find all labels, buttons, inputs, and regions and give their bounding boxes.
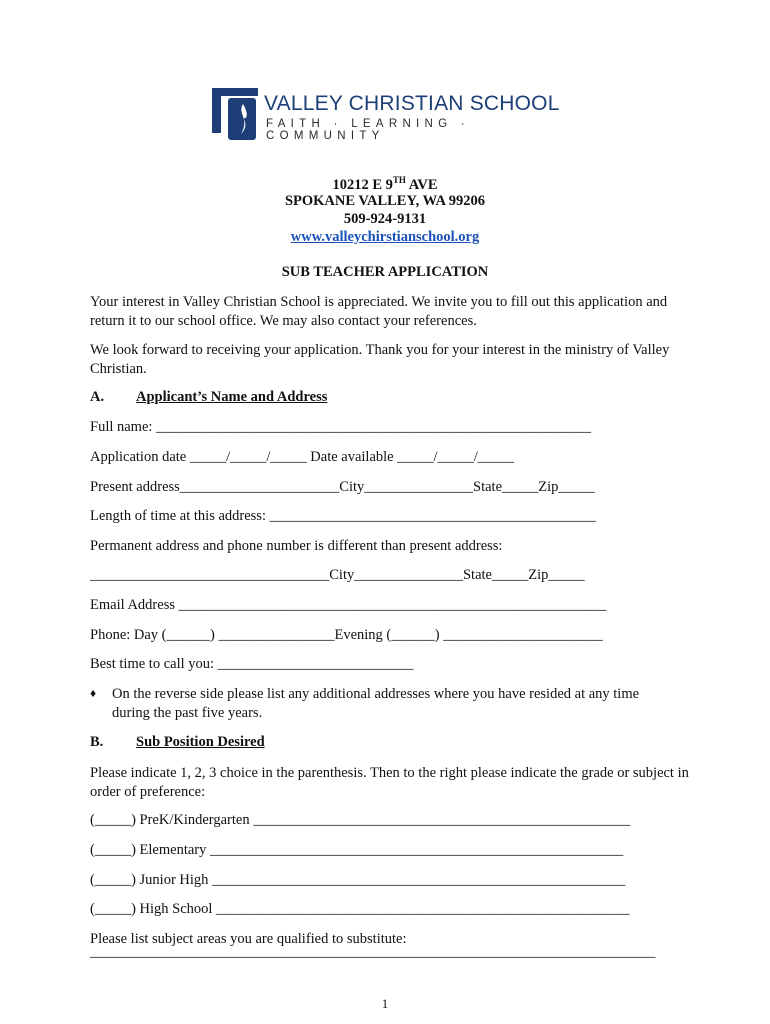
address-line-1: 10212 E 9TH AVE [332,175,438,193]
section-a-title: Applicant’s Name and Address [136,389,328,405]
page-number: 1 [381,996,389,1011]
bullet-diamond-icon: ♦ [90,686,97,700]
best-time-field[interactable]: Best time to call you: ___________________________ [90,656,414,672]
section-b-letter: B. [90,734,104,750]
school-tagline: FAITH · LEARNING · COMMUNITY [266,118,471,142]
additional-addresses-note-2: during the past five years. [112,705,263,721]
permanent-address-field[interactable]: _________________________________City_______________State_____Zip_____ [90,567,585,583]
intro-paragraph-1: Your interest in Valley Christian School is appreciated. We invite you to fill out this application and return it to our school office. We may also contact your references. [90,294,668,329]
address-line-2: SPOKANE VALLEY, WA 99206 [284,193,486,209]
position-instructions: Please indicate 1, 2, 3 choice in the parenthesis. Then to the right please indicate the grade or subject in order of preference: [90,765,689,800]
school-name: VALLEY CHRISTIAN SCHOOL [264,92,560,115]
elementary-choice-field[interactable]: (_____) Elementary _________________________________________________________ [90,842,624,858]
present-address-field[interactable]: Present address______________________City_______________State_____Zip_____ [90,479,595,495]
school-phone: 509-924-9131 [343,211,427,227]
prek-choice-field[interactable]: (_____) PreK/Kindergarten ____________________________________________________ [90,812,631,828]
high-school-choice-field[interactable]: (_____) High School _________________________________________________________ [90,901,630,917]
subject-areas-field[interactable]: ______________________________________________________________________________ [90,944,656,960]
permanent-address-label: Permanent address and phone number is different than present address: [90,538,503,554]
section-b-title: Sub Position Desired [136,734,265,750]
application-dates-field[interactable]: Application date _____/_____/_____ Date available _____/_____/_____ [90,449,515,465]
email-field[interactable]: Email Address ___________________________________________________________ [90,597,607,613]
subject-areas-label: Please list subject areas you are qualified to substitute: [90,931,407,947]
school-logo [210,84,560,142]
length-of-time-field[interactable]: Length of time at this address: _____________________________________________ [90,508,596,524]
intro-paragraph-2: We look forward to receiving your application. Thank you for your interest in the ministry of Valley Christian. [90,342,670,377]
full-name-field[interactable]: Full name: ____________________________________________________________ [90,419,592,435]
phone-field[interactable]: Phone: Day (______) ________________Evening (______) ______________________ [90,627,603,643]
additional-addresses-note-1: On the reverse side please list any additional addresses where you have resided at any time [112,686,640,702]
website-link[interactable]: www.valleychirstianschool.org [290,229,480,245]
section-a-letter: A. [90,389,105,405]
form-title: SUB TEACHER APPLICATION [281,264,489,280]
cross-flame-icon [210,84,260,142]
junior-high-choice-field[interactable]: (_____) Junior High _________________________________________________________ [90,872,626,888]
